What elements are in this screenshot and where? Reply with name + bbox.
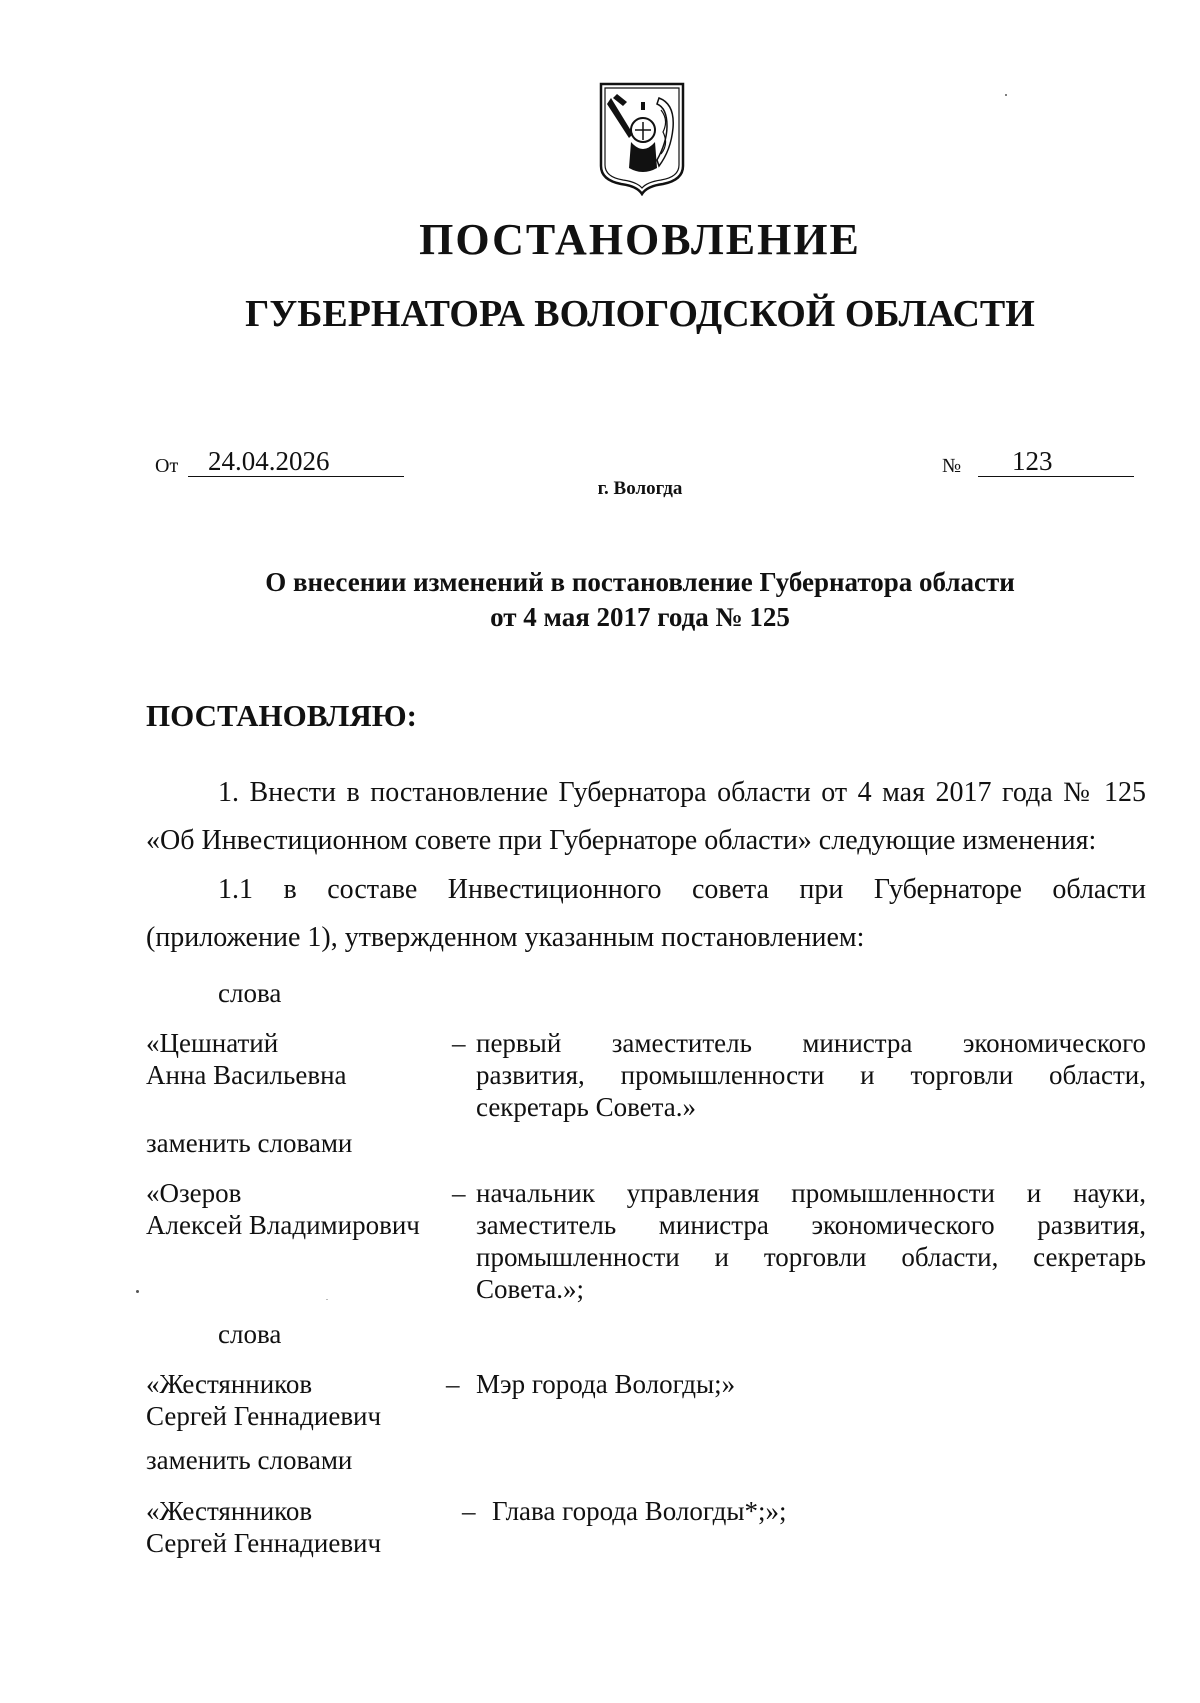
entry-2-desc-line-2: заместитель министра экономического развития, xyxy=(476,1210,1146,1240)
date-field xyxy=(188,446,404,477)
paragraph-1-line-1: 1. Внести в постановление Губернатора области от 4 мая 2017 года № 125 xyxy=(218,777,1146,808)
document-title: ПОСТАНОВЛЕНИЕ xyxy=(419,215,861,264)
number-label: № xyxy=(942,455,962,477)
entry-2-name-line-2: Алексей Владимирович xyxy=(146,1210,420,1240)
entry-2-description xyxy=(476,1177,1146,1305)
coat-of-arms-emblem xyxy=(597,80,687,196)
date-label: От xyxy=(155,455,179,477)
entry-4-dash: – xyxy=(462,1496,476,1526)
entry-4-name xyxy=(146,1495,446,1559)
entry-2-desc-line-4: Совета.»; xyxy=(476,1274,584,1304)
entry-3-name-line-1: «Жестянников xyxy=(146,1369,313,1399)
replace-label-2: заменить словами xyxy=(146,1445,353,1475)
entry-1-description xyxy=(476,1027,1146,1123)
number-value: 123 xyxy=(1012,446,1053,476)
entry-2-desc-line-3: промышленности и торговли области, секретарь xyxy=(476,1242,1146,1272)
entry-4-description: Глава города Вологды*;»; xyxy=(492,1496,787,1526)
entry-4-name-line-2: Сергей Геннадиевич xyxy=(146,1528,382,1558)
entry-1-name xyxy=(146,1027,446,1091)
entry-2-dash: – xyxy=(452,1178,466,1208)
paragraph-1-line-2: «Об Инвестиционном совете при Губернаторе области» следующие изменения: xyxy=(146,825,1097,856)
entry-3-description: Мэр города Вологды;» xyxy=(476,1369,736,1399)
subject-line-1: О внесении изменений в постановление Губернатора области xyxy=(265,567,1015,597)
document-subject xyxy=(0,565,1200,635)
document-issuer: ГУБЕРНАТОРА ВОЛОГОДСКОЙ ОБЛАСТИ xyxy=(245,293,1035,335)
entry-1-dash: – xyxy=(452,1028,466,1058)
city-label: г. Вологда xyxy=(597,478,683,499)
entry-1-desc-line-1: первый заместитель министра экономического xyxy=(476,1028,1146,1058)
entry-1-desc-line-3: секретарь Совета.» xyxy=(476,1092,697,1122)
entry-1-name-line-1: «Цешнатий xyxy=(146,1028,279,1058)
entry-4-name-line-1: «Жестянников xyxy=(146,1496,313,1526)
entry-2-name-line-1: «Озеров xyxy=(146,1178,242,1208)
scan-mark xyxy=(326,1299,328,1300)
entry-3-name xyxy=(146,1368,446,1432)
scan-speck xyxy=(1005,94,1007,96)
scan-speck xyxy=(136,1290,139,1293)
subject-line-2: от 4 мая 2017 года № 125 xyxy=(490,602,790,632)
decree-heading: ПОСТАНОВЛЯЮ: xyxy=(146,698,417,733)
paragraph-1-1-line-2: (приложение 1), утвержденном указанным постановлением: xyxy=(146,922,865,953)
words-label-2: слова xyxy=(218,1319,282,1349)
entry-2-desc-line-1: начальник управления промышленности и науки, xyxy=(476,1178,1146,1208)
paragraph-1-1-line-1: 1.1 в составе Инвестиционного совета при Губернаторе области xyxy=(218,874,1146,905)
entry-3-dash: – xyxy=(446,1369,460,1399)
entry-1-desc-line-2: развития, промышленности и торговли области, xyxy=(476,1060,1146,1090)
entry-2-name xyxy=(146,1177,446,1241)
entry-1-name-line-2: Анна Васильевна xyxy=(146,1060,347,1090)
number-field xyxy=(978,446,1134,477)
entry-3-name-line-2: Сергей Геннадиевич xyxy=(146,1401,382,1431)
date-value: 24.04.2026 xyxy=(208,446,330,476)
replace-label-1: заменить словами xyxy=(146,1128,353,1158)
words-label-1: слова xyxy=(218,978,282,1008)
